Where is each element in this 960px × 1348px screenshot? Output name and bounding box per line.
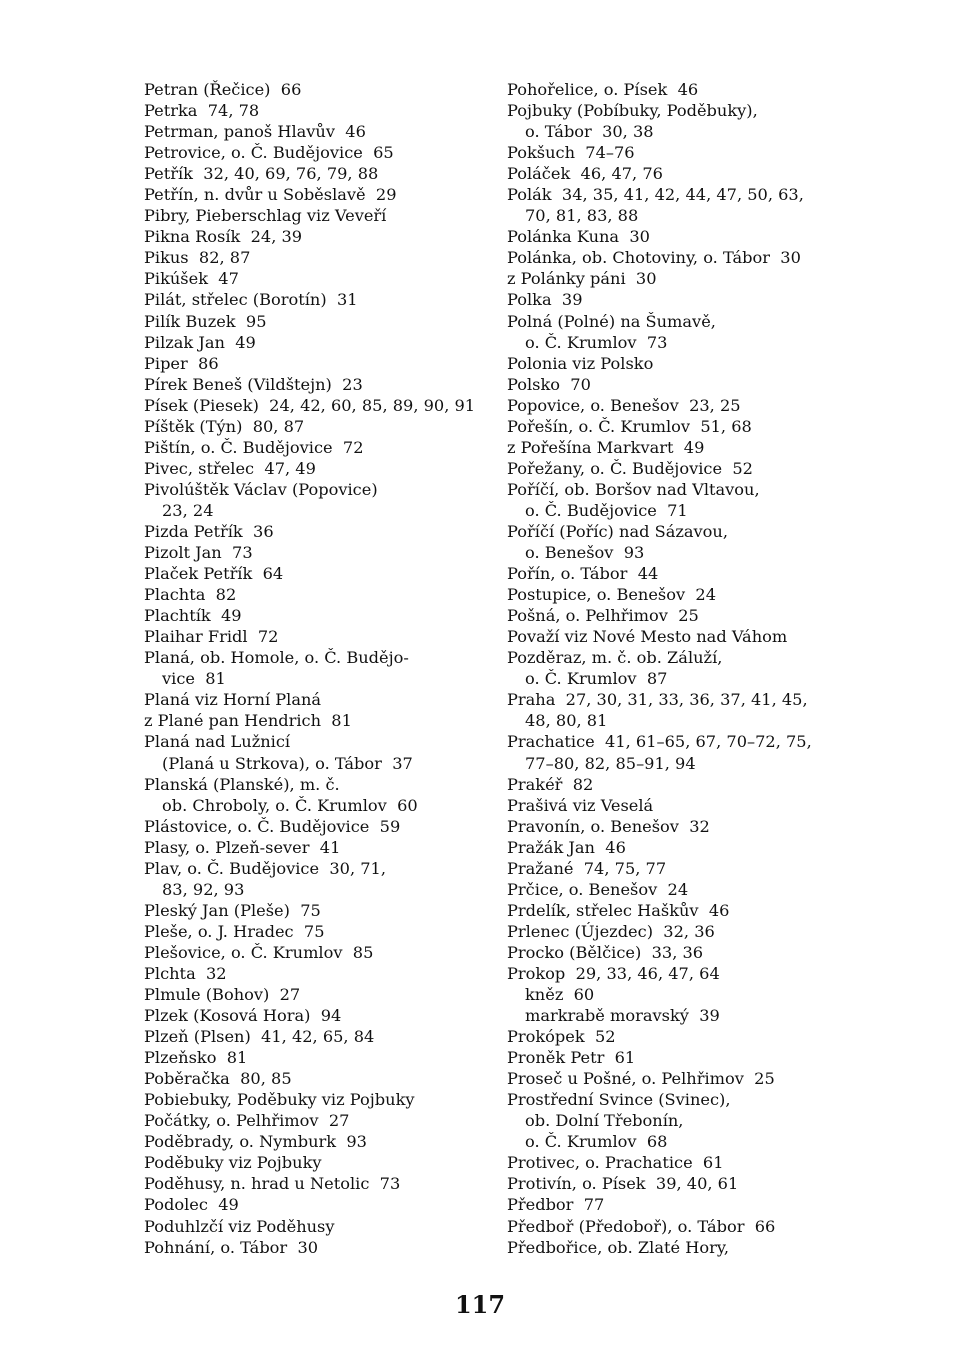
- index-entry-line: Písek (Piesek) 24, 42, 60, 85, 89, 90, 91: [144, 395, 476, 415]
- index-entry-line: Plchta 32: [144, 963, 227, 983]
- index-entry-line: Polánka Kuna 30: [507, 227, 650, 247]
- index-entry-line: Prašivá viz Veselá: [507, 795, 654, 815]
- index-entry-line: o. Č. Krumlov 87: [525, 669, 668, 689]
- index-entry-line: Pizda Petřík 36: [144, 521, 274, 541]
- index-entry-line: 77–80, 82, 85–91, 94: [525, 753, 696, 773]
- index-entry-line: Předbor 77: [507, 1195, 605, 1215]
- index-entry-line: Procko (Bělčice) 33, 36: [507, 942, 704, 962]
- index-entry-line: o. Č. Budějovice 71: [525, 500, 688, 520]
- index-entry-line: ob. Dolní Třebonín,: [525, 1111, 684, 1131]
- index-entry-line: Píštěk (Týn) 80, 87: [144, 416, 305, 436]
- index-entry-line: Poběračka 80, 85: [144, 1069, 292, 1089]
- index-entry-line: Pikus 82, 87: [144, 248, 251, 268]
- index-entry-line: Polná (Polné) na Šumavě,: [507, 311, 716, 331]
- index-entry-line: Planá viz Horní Planá: [144, 690, 322, 710]
- index-entry-line: Pikna Rosík 24, 39: [144, 227, 303, 247]
- index-entry-line: z Pořešína Markvart 49: [507, 437, 705, 457]
- index-entry-line: Poděbrady, o. Nymburk 93: [144, 1132, 367, 1152]
- index-entry-line: Pikúšek 47: [144, 269, 239, 289]
- index-entry-line: Plachtík 49: [144, 606, 242, 626]
- index-entry-line: Polánka, ob. Chotoviny, o. Tábor 30: [507, 248, 801, 268]
- index-entry-line: Pivolúštěk Václav (Popovice): [144, 479, 378, 499]
- index-entry-line: Plachta 82: [144, 585, 237, 605]
- index-entry-line: kněz 60: [525, 985, 595, 1005]
- index-entry-line: Plzeňsko 81: [144, 1048, 248, 1068]
- index-entry-line: o. Benešov 93: [525, 543, 645, 563]
- index-entry-line: Pilík Buzek 95: [144, 311, 267, 331]
- index-entry-line: Pořešín, o. Č. Krumlov 51, 68: [507, 416, 752, 436]
- index-entry-line: Poděhusy, n. hrad u Netolic 73: [144, 1174, 401, 1194]
- index-entry-line: o. Č. Krumlov 73: [525, 332, 668, 352]
- index-entry-line: Pilzak Jan 49: [144, 332, 256, 352]
- index-entry-line: Planá, ob. Homole, o. Č. Budějo-: [144, 648, 409, 668]
- index-entry-line: Předbořice, ob. Zlaté Hory,: [507, 1237, 729, 1257]
- index-entry-line: Petran (Řečice) 66: [144, 80, 302, 99]
- index-entry-line: markrabě moravský 39: [525, 1006, 720, 1026]
- index-entry-line: Považí viz Nové Mesto nad Váhom: [507, 627, 788, 647]
- index-entry-line: Poláček 46, 47, 76: [507, 164, 663, 184]
- index-entry-line: Polka 39: [507, 290, 583, 310]
- index-entry-line: Plzek (Kosová Hora) 94: [144, 1006, 342, 1026]
- index-entry-line: o. Tábor 30, 38: [525, 122, 654, 142]
- index-entry-line: Postupice, o. Benešov 24: [507, 585, 717, 605]
- index-entry-line: Prdelík, střelec Haškův 46: [507, 900, 730, 920]
- index-entry-line: Planá nad Lužnicí: [144, 732, 291, 752]
- index-entry-line: Pizolt Jan 73: [144, 543, 253, 563]
- index-entry-line: Pivec, střelec 47, 49: [144, 458, 316, 478]
- index-entry-line: Pozděraz, m. č. ob. Záluží,: [507, 648, 723, 668]
- index-entry-line: Petřík 32, 40, 69, 76, 79, 88: [144, 164, 379, 184]
- index-entry-line: Prostřední Svince (Svinec),: [507, 1090, 731, 1110]
- index-entry-line: Poříčí, ob. Boršov nad Vltavou,: [507, 479, 760, 499]
- index-entry-line: Pojbuky (Pobíbuky, Poděbuky),: [507, 101, 758, 121]
- index-entry-line: Poříčí (Poříc) nad Sázavou,: [507, 521, 728, 541]
- index-entry-line: Pleský Jan (Pleše) 75: [144, 900, 321, 920]
- index-entry-line: Pořín, o. Tábor 44: [507, 564, 659, 584]
- index-entry-line: 23, 24: [162, 500, 214, 520]
- index-entry-line: Pošná, o. Pelhřimov 25: [507, 606, 699, 626]
- index-entry-line: z Plané pan Hendrich 81: [144, 711, 352, 731]
- index-entry-line: 70, 81, 83, 88: [525, 206, 639, 226]
- index-entry-line: Proseč u Pošné, o. Pelhřimov 25: [507, 1069, 775, 1089]
- index-entry-line: Protivín, o. Písek 39, 40, 61: [507, 1174, 739, 1194]
- index-entry-line: Plaihar Fridl 72: [144, 627, 279, 647]
- index-entry-line: Pokšuch 74–76: [507, 143, 635, 163]
- index-entry-line: Proněk Petr 61: [507, 1048, 636, 1068]
- index-entry-line: Petrman, panoš Hlavův 46: [144, 122, 366, 142]
- index-entry-line: Petrovice, o. Č. Budějovice 65: [144, 143, 394, 163]
- index-entry-line: 48, 80, 81: [525, 711, 608, 731]
- index-entry-line: Pírek Beneš (Vildštejn) 23: [144, 374, 363, 394]
- index-entry-line: Plasy, o. Plzeň-sever 41: [144, 837, 341, 857]
- index-entry-line: Plmule (Bohov) 27: [144, 985, 301, 1005]
- index-entry-line: Prokópek 52: [507, 1027, 616, 1047]
- index-entry-line: Prokop 29, 33, 46, 47, 64: [507, 963, 720, 983]
- index-entry-line: Pohořelice, o. Písek 46: [507, 80, 699, 99]
- index-column-left: [144, 79, 480, 1258]
- index-entry-line: Pibry, Pieberschlag viz Veveří: [144, 206, 387, 226]
- index-entry-line: Podolec 49: [144, 1195, 239, 1215]
- index-entry-line: Petrka 74, 78: [144, 101, 260, 121]
- index-entry-line: Pištín, o. Č. Budějovice 72: [144, 437, 364, 457]
- index-entry-line: Pleše, o. J. Hradec 75: [144, 921, 325, 941]
- index-entry-line: Plešovice, o. Č. Krumlov 85: [144, 942, 374, 962]
- index-entry-line: Pražák Jan 46: [507, 837, 626, 857]
- index-entry-line: Polsko 70: [507, 374, 591, 394]
- index-entry-line: (Planá u Strkova), o. Tábor 37: [162, 753, 413, 773]
- index-entry-line: Pobiebuky, Poděbuky viz Pojbuky: [144, 1090, 415, 1110]
- index-entry-line: 83, 92, 93: [162, 879, 245, 899]
- index-entry-line: Praha 27, 30, 31, 33, 36, 37, 41, 45,: [507, 690, 808, 710]
- index-entry-line: Pohnání, o. Tábor 30: [144, 1237, 319, 1257]
- index-entry-line: Plzeň (Plsen) 41, 42, 65, 84: [144, 1027, 375, 1047]
- index-entry-line: Pražané 74, 75, 77: [507, 858, 667, 878]
- index-entry-line: Prakéř 82: [507, 774, 594, 794]
- index-entry-line: ob. Chroboly, o. Č. Krumlov 60: [162, 795, 418, 815]
- index-entry-line: Plaček Petřík 64: [144, 564, 284, 584]
- index-entry-line: Poduhlzčí viz Poděhusy: [144, 1216, 335, 1236]
- page-number: 117: [454, 1290, 506, 1319]
- index-entry-line: Polonia viz Polsko: [507, 353, 654, 373]
- index-entry-line: o. Č. Krumlov 68: [525, 1132, 668, 1152]
- index-entry-line: Protivec, o. Prachatice 61: [507, 1153, 724, 1173]
- index-entry-line: Pravonín, o. Benešov 32: [507, 816, 710, 836]
- index-entry-line: Předboř (Předoboř), o. Tábor 66: [507, 1216, 776, 1236]
- index-entry-line: Pilát, střelec (Borotín) 31: [144, 290, 358, 310]
- index-entry-line: Planská (Planské), m. č.: [144, 774, 340, 794]
- index-entry-line: Popovice, o. Benešov 23, 25: [507, 395, 741, 415]
- index-entry-line: Plástovice, o. Č. Budějovice 59: [144, 816, 401, 836]
- index-entry-line: Poděbuky viz Pojbuky: [144, 1153, 322, 1173]
- index-entry-line: Počátky, o. Pelhřimov 27: [144, 1111, 350, 1131]
- index-entry-line: Pořežany, o. Č. Budějovice 52: [507, 458, 753, 478]
- index-entry-line: Petřín, n. dvůr u Soběslavě 29: [144, 185, 397, 205]
- index-entry-line: vice 81: [162, 669, 226, 689]
- index-entry-line: z Polánky páni 30: [507, 269, 657, 289]
- index-entry-line: Prčice, o. Benešov 24: [507, 879, 689, 899]
- index-entry-line: Piper 86: [144, 353, 219, 373]
- index-entry-line: Plav, o. Č. Budějovice 30, 71,: [144, 858, 387, 878]
- index-entry-line: Polák 34, 35, 41, 42, 44, 47, 50, 63,: [507, 185, 804, 205]
- index-entry-line: Prachatice 41, 61–65, 67, 70–72, 75,: [507, 732, 812, 752]
- index-entry-line: Prlenec (Újezdec) 32, 36: [507, 921, 715, 941]
- index-column-right: [507, 79, 847, 1258]
